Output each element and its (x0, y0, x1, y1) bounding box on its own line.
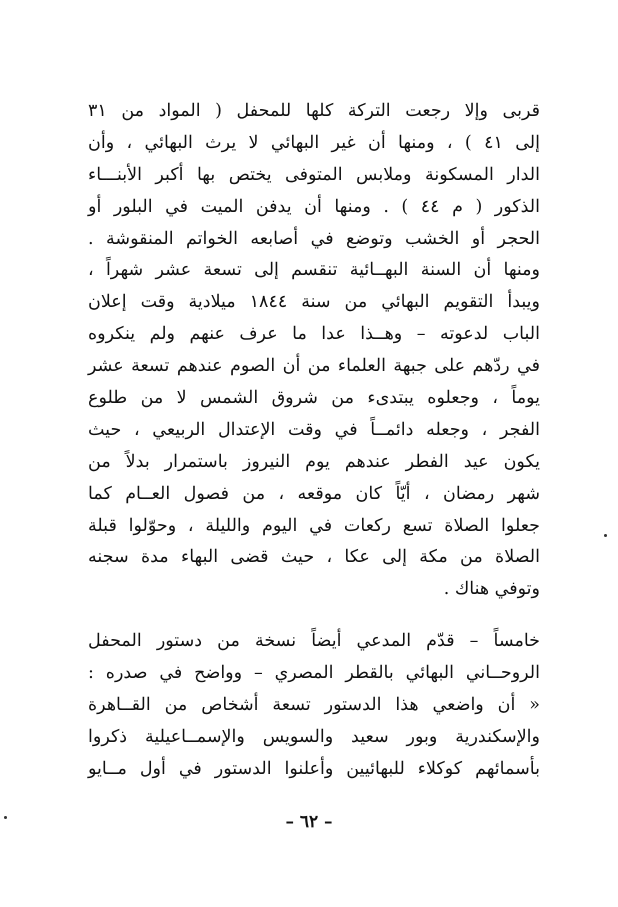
text-line: شهر رمضان ، أيّاً كان موقعه ، من فصول العــام كما (88, 483, 540, 504)
text-line: الباب لدعوته – وهــذا عدا ما عرف عنهم ولم ينكروه (88, 324, 540, 345)
paragraph-1 (88, 96, 540, 606)
text-line: خامساً – قدّم المدعي أيضاً نسخة من دستور المحفل (88, 631, 540, 651)
text-line: بأسمائهم كوكلاء للبهائيين وأعلنوا الدستور في أول مــايو (88, 758, 540, 779)
text-line: الحجر أو الخشب وتوضع في أصابعه الخواتم المنقوشة . (88, 228, 540, 249)
text-line: ومنها أن السنة البهــائية تنقسم إلى تسعة عشر شهراً ، (88, 260, 540, 281)
text-line: « أن واضعي هذا الدستور تسعة أشخاص من القــاهرة (88, 694, 540, 715)
text-line: والإسكندرية وبور سعيد والسويس والإسمــاعيلية ذكروا (88, 726, 540, 747)
text-line: الصلاة من مكة إلى عكا ، حيث قضى البهاء مدة سجنه (88, 547, 540, 568)
text-line: وتوفي هناك . (443, 579, 540, 600)
page-number: – ٦٢ – (285, 812, 333, 832)
text-line: الروحــاني البهائي بالقطر المصري – وواضح في صدره : (88, 662, 540, 683)
scan-speck (4, 816, 7, 819)
text-line: يوماً ، وجعلوه يبتدىء من شروق الشمس لا من طلوع (88, 388, 540, 409)
text-line: الفجر ، وجعله دائمــاً في وقت الإعتدال الربيعي ، حيث (88, 419, 540, 440)
text-line: يكون عيد الفطر عندهم يوم النيروز باستمرار بدلاً من (88, 451, 540, 472)
text-line: إلى ٤١ ) ، ومنها أن غير البهائي لا يرث البهائي ، وأن (88, 132, 541, 153)
text-line: قربى وإلا رجعت التركة كلها للمحفل ( المواد من ٣١ (88, 101, 540, 121)
text-line: الدار المسكونة وملابس المتوفى يختص بها أكبر الأبنـــاء (88, 164, 540, 185)
paragraph-2 (88, 626, 540, 785)
text-line: في ردّهم على جبهة العلماء من أن الصوم عندهم تسعة عشر (88, 356, 540, 377)
text-line: جعلوا الصلاة تسع ركعات في اليوم والليلة ، وحوّلوا قبلة (88, 515, 540, 536)
scan-speck (604, 534, 607, 537)
text-line: الذكور ( م ٤٤ ) . ومنها أن يدفن الميت في البلور أو (88, 196, 540, 217)
text-line: ويبدأ التقويم البهائي من سنة ١٨٤٤ ميلادية وقت إعلان (88, 292, 540, 313)
